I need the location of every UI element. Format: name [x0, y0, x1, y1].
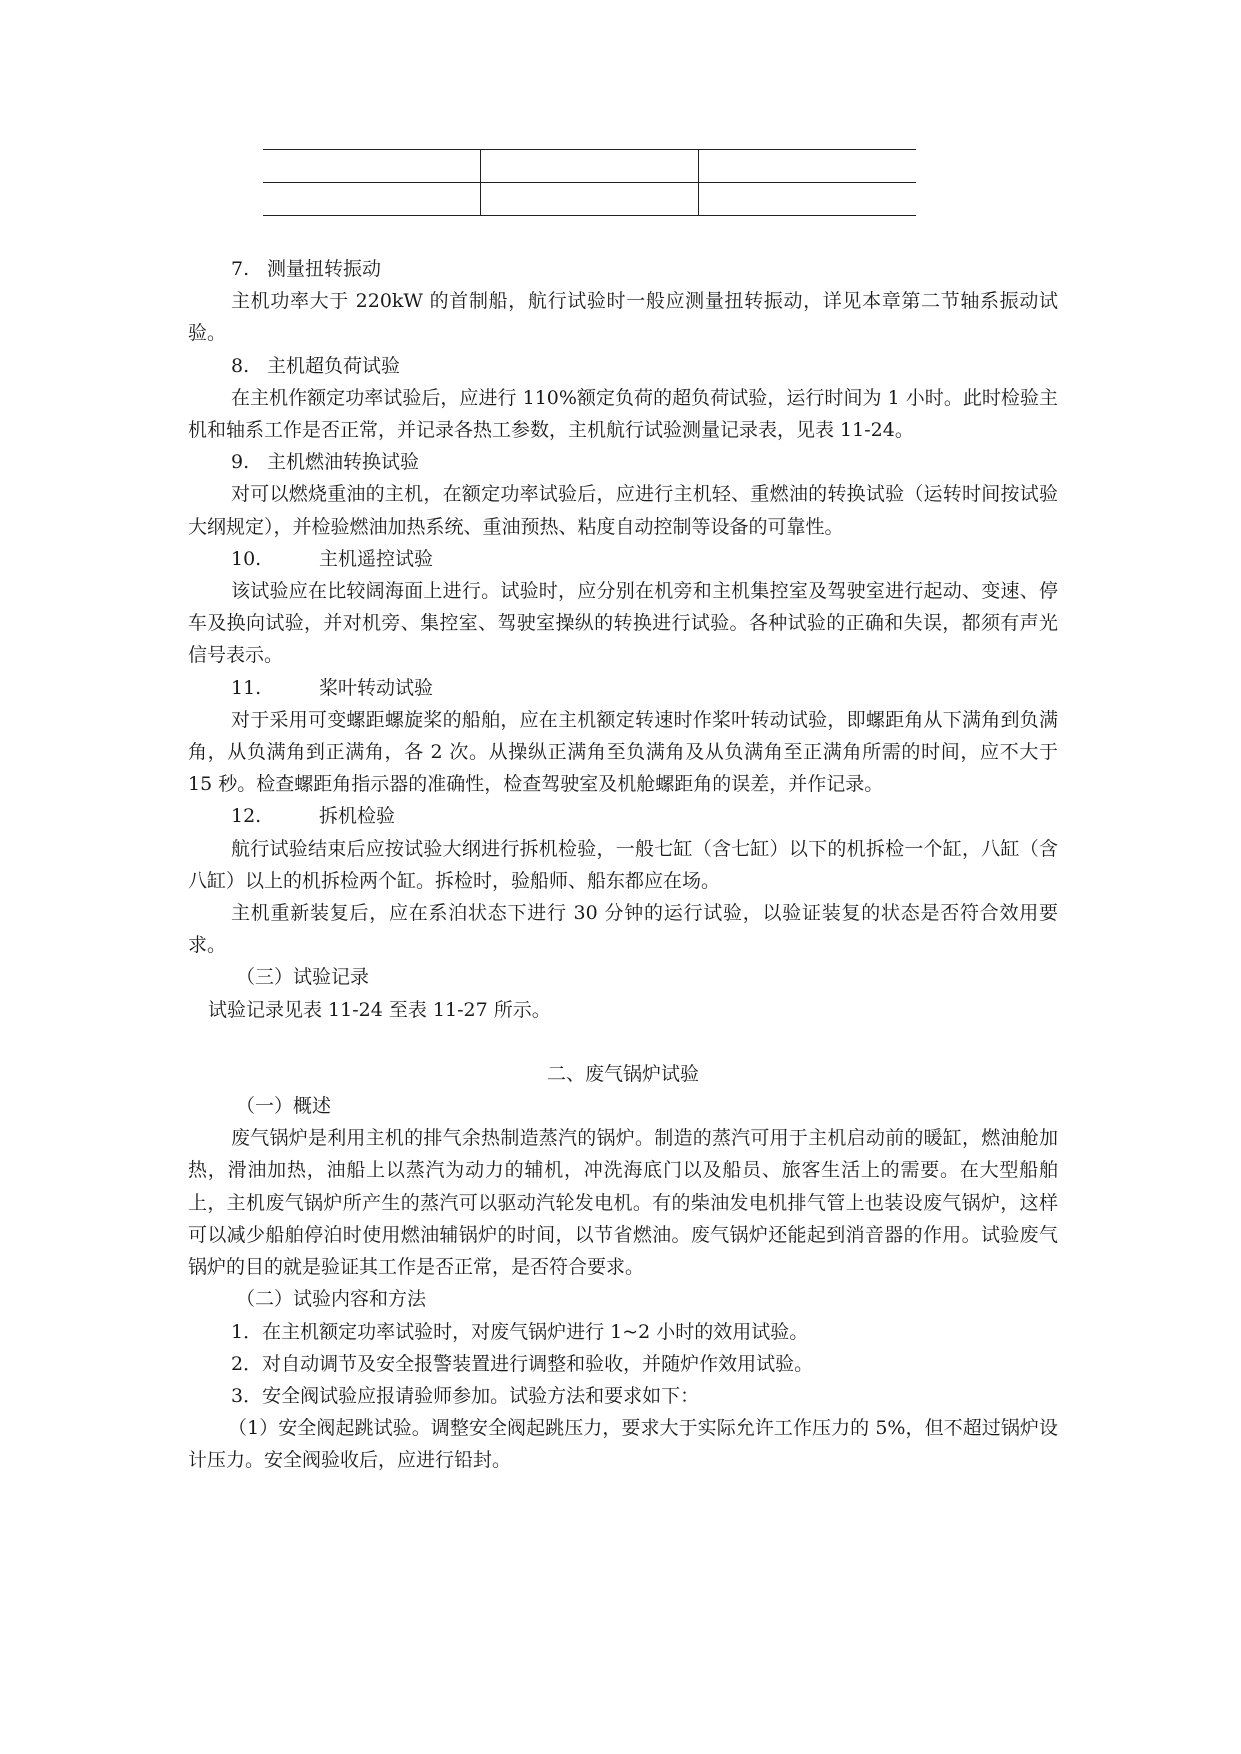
section-11-heading	[188, 672, 1058, 704]
section-11-body: 对于采用可变螺距螺旋桨的船舶，应在主机额定转速时作桨叶转动试验，即螺距角从下满角到负满角，从负满角到正满角，各 2 次。从操纵正满角至负满角及从负满角至正满角所需的时间，应不大于 15 秒。检查螺距角指示器的准确性，检查驾驶室及机舱螺距角的误差，并作记录。	[188, 708, 1058, 796]
table-cell	[481, 183, 699, 216]
section-title: 主机遥控试验	[319, 547, 434, 570]
section-9-heading	[188, 446, 1058, 478]
section-number: 8.	[231, 354, 250, 377]
section-number: 11.	[231, 676, 262, 699]
method-item-2: 2．对自动调节及安全报警装置进行调整和验收，并随炉作效用试验。	[231, 1352, 814, 1375]
section-12-body-2: 主机重新装复后，应在系泊状态下进行 30 分钟的运行试验，以验证装复的状态是否符合效用要求。	[188, 902, 1058, 957]
section-number: 12.	[231, 805, 262, 828]
section-title: 主机超负荷试验	[267, 354, 401, 377]
table-cell	[481, 150, 699, 183]
table-cell	[263, 150, 481, 183]
part-2-title: 二、废气锅炉试验	[546, 1062, 699, 1085]
section-title: 主机燃油转换试验	[267, 451, 420, 474]
overview-body: 废气锅炉是利用主机的排气余热制造蒸汽的锅炉。制造的蒸汽可用于主机启动前的暖缸，燃油舱加热，滑油加热，油船上以蒸汽为动力的辅机，冲洗海底门以及船员、旅客生活上的需要。在大型船舶上，主机废气锅炉所产生的蒸汽可以驱动汽轮发电机。有的柴油发电机排气管上也装设废气锅炉，这样可以减少船舶停泊时使用燃油辅锅炉的时间，以节省燃油。废气锅炉还能起到消音器的作用。试验废气锅炉的目的就是验证其工作是否正常，是否符合要求。	[188, 1127, 1058, 1279]
section-8-body: 在主机作额定功率试验后，应进行 110%额定负荷的超负荷试验，运行时间为 1 小时。此时检验主机和轴系工作是否正常，并记录各热工参数，主机航行试验测量记录表，见表 11-24。	[188, 386, 1058, 442]
section-7-body: 主机功率大于 220kW 的首制船，航行试验时一般应测量扭转振动，详见本章第二节轴系振动试验。	[188, 290, 1058, 345]
table-cell	[263, 183, 481, 216]
section-number: 7.	[231, 258, 250, 280]
section-number: 9.	[231, 451, 250, 474]
section-10-heading	[188, 543, 1058, 575]
document-body	[188, 253, 1058, 1477]
records-heading: （三）试验记录	[236, 966, 370, 989]
section-12-heading	[188, 800, 1058, 832]
method-item-1: 1．在主机额定功率试验时，对废气锅炉进行 1~2 小时的效用试验。	[231, 1320, 809, 1343]
methods-heading: （二）试验内容和方法	[236, 1288, 427, 1311]
section-number: 10.	[231, 547, 262, 570]
section-10-body: 该试验应在比较阔海面上进行。试验时，应分别在机旁和主机集控室及驾驶室进行起动、变速、停车及换向试验，并对机旁、集控室、驾驶室操纵的转换进行试验。各种试验的正确和失误，都须有声光信号表示。	[188, 580, 1058, 667]
table-row	[263, 150, 916, 183]
section-12-body: 航行试验结束后应按试验大纲进行拆机检验，一般七缸（含七缸）以下的机拆检一个缸，八缸（含八缸）以上的机拆检两个缸。拆检时，验船师、船东都应在场。	[188, 837, 1058, 892]
section-title: 桨叶转动试验	[319, 676, 434, 699]
records-body: 试验记录见表 11-24 至表 11-27 所示。	[208, 998, 551, 1021]
section-title: 测量扭转振动	[267, 258, 382, 280]
top-table	[263, 149, 916, 216]
table-row	[263, 183, 916, 216]
section-7-heading	[188, 253, 1058, 285]
method-item-3: 3．安全阀试验应报请验师参加。试验方法和要求如下：	[231, 1384, 700, 1407]
section-9-body: 对可以燃烧重油的主机，在额定功率试验后，应进行主机轻、重燃油的转换试验（运转时间按试验大纲规定），并检验燃油加热系统、重油预热、粘度自动控制等设备的可靠性。	[188, 483, 1058, 538]
table-cell	[699, 150, 917, 183]
section-8-heading	[188, 350, 1058, 382]
table-cell	[699, 183, 917, 216]
method-item-3-1: （1）安全阀起跳试验。调整安全阀起跳压力，要求大于实际允许工作压力的 5%，但不超过锅炉设计压力。安全阀验收后，应进行铅封。	[188, 1417, 1058, 1472]
overview-heading: （一）概述	[236, 1095, 332, 1118]
section-title: 拆机检验	[319, 805, 396, 828]
